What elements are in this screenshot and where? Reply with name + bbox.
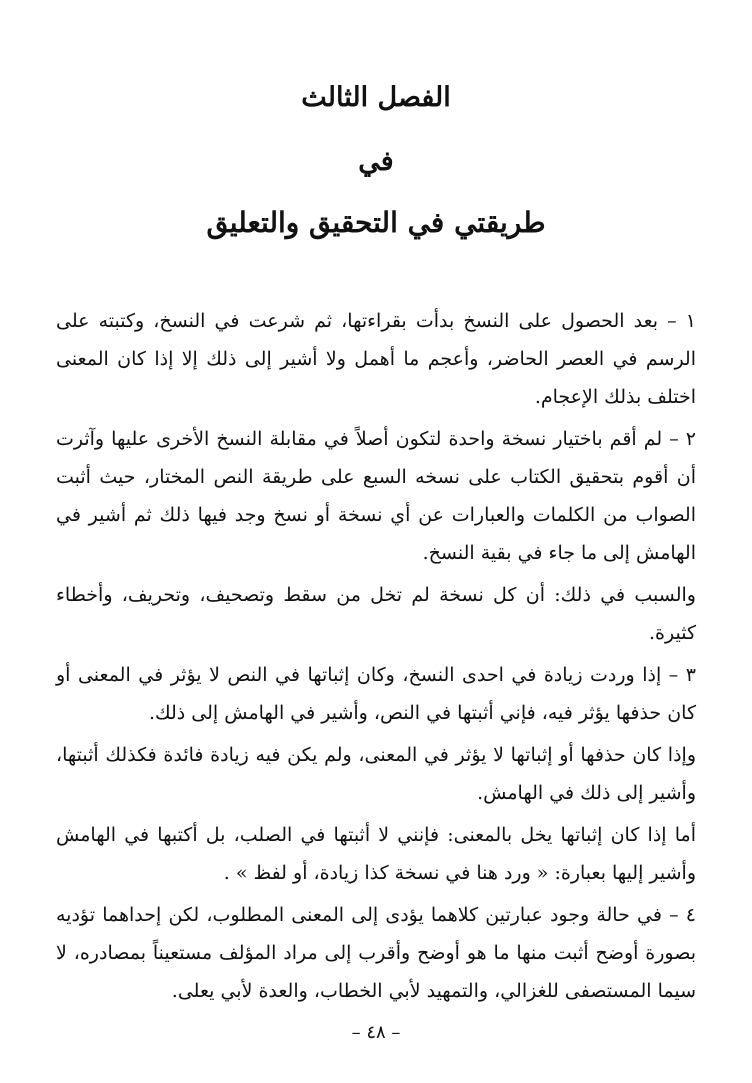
chapter-subtitle: طريقتي في التحقيق والتعليق: [206, 206, 546, 239]
paragraph-7: ٤ – في حالة وجود عبارتين كلاهما يؤدى إلى المعنى المطلوب، لكن إحداهما تؤديه بصورة أوضح أثبت منها ما هو أوضح وأقرب إلى مراد المؤلف مستعيناً بمصادره، لا سيما المستصفى للغزالي، والتمهيد لأبي الخطاب، والعدة لأبي يعلى.: [56, 904, 696, 1002]
chapter-title: الفصل الثالث: [301, 82, 451, 113]
paragraph-3: والسبب في ذلك: أن كل نسخة لم تخل من سقط وتصحيف، وتحريف، وأخطاء كثيرة.: [56, 584, 696, 644]
paragraph-4: ٣ – إذا وردت زيادة في احدى النسخ، وكان إثباتها في النص لا يؤثر في المعنى أو كان حذفها يؤثر فيه، فإني أثبتها في النص، وأشير في الهامش إلى ذلك.: [56, 664, 696, 724]
paragraph-1: ١ – بعد الحصول على النسخ بدأت بقراءتها، ثم شرعت في النسخ، وكتبته على الرسم في العصر الحاضر، وأعجم ما أهمل ولا أشير إلى ذلك إلا إذا كان المعنى اختلف بذلك الإعجام.: [56, 310, 696, 408]
body-text: [56, 302, 696, 1010]
paragraph-6: أما إذا كان إثباتها يخل بالمعنى: فإنني لا أثبتها في الصلب، بل أكتبها في الهامش وأشير إليها بعبارة: « ورد هنا في نسخة كذا زيادة، أو لفظ » .: [56, 824, 696, 884]
paragraph-2: ٢ – لم أقم باختيار نسخة واحدة لتكون أصلاً في مقابلة النسخ الأخرى عليها وآثرت أن أقوم بتحقيق الكتاب على نسخه السبع على طريقة النص المختار، حيث أثبت الصواب من الكلمات والعبارات عن أي نسخة أو نسخ وجد فيها ذلك ثم أشير في الهامش إلى ما جاء في بقية النسخ.: [56, 428, 696, 564]
paragraph-5: وإذا كان حذفها أو إثباتها لا يؤثر في المعنى، ولم يكن فيه زيادة فائدة فكذلك أثبتها، وأشير إلى ذلك في الهامش.: [56, 744, 696, 804]
page-number: – ٤٨ –: [351, 1022, 401, 1043]
chapter-title-connector: في: [358, 146, 394, 177]
